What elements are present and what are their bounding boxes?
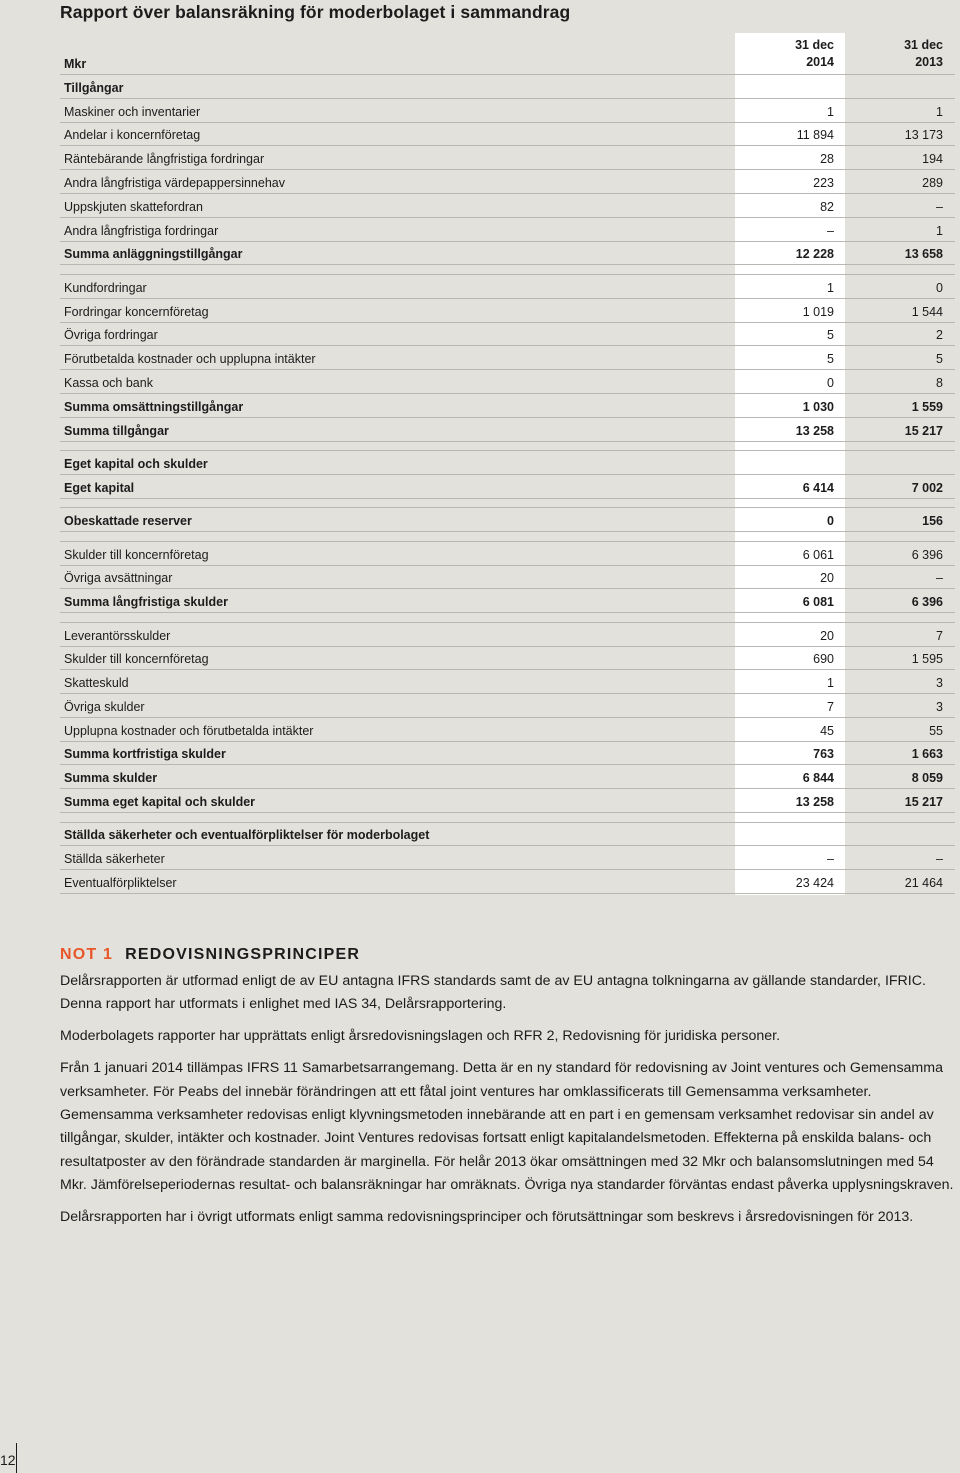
row-label: Kundfordringar	[64, 280, 147, 295]
row-label: Summa tillgångar	[64, 423, 169, 438]
row-label: Övriga avsättningar	[64, 571, 173, 586]
table-row	[60, 566, 955, 590]
value-2014: 20	[820, 628, 834, 643]
table-spacer	[60, 442, 955, 452]
table-row	[60, 542, 955, 566]
table-row	[60, 99, 955, 123]
table-row	[60, 647, 955, 671]
table-spacer	[60, 499, 955, 509]
value-2013: 1 544	[911, 304, 943, 319]
value-2014: 6 844	[802, 771, 834, 786]
row-label: Andra långfristiga fordringar	[64, 223, 219, 238]
row-label: Summa omsättningstillgångar	[64, 399, 244, 414]
header-col-2013-year: 2013	[915, 55, 943, 69]
value-2014: 12 228	[795, 247, 834, 262]
note-paragraph: Moderbolagets rapporter har upprättats enligt årsredovisningslagen och RFR 2, Redovisning för juridiska personer.	[60, 1028, 781, 1045]
row-label: Fordringar koncernföretag	[64, 304, 209, 319]
note-title: REDOVISNINGSPRINCIPER	[125, 946, 361, 963]
table-row	[60, 194, 955, 218]
table-spacer	[60, 613, 955, 623]
table-spacer	[60, 265, 955, 275]
value-2014: 23 424	[795, 876, 834, 891]
value-2013: 1 663	[911, 747, 943, 762]
note-number: NOT 1	[60, 946, 114, 963]
value-2013: 1 559	[911, 399, 943, 414]
row-label: Skulder till koncernföretag	[64, 547, 209, 562]
value-2013: 7 002	[911, 480, 943, 495]
value-2013: –	[936, 199, 943, 214]
value-2013: 13 173	[904, 128, 943, 143]
value-2013: 2	[936, 328, 943, 343]
value-2014: 690	[813, 652, 834, 667]
value-2014: 1 019	[802, 304, 834, 319]
table-section-heading	[60, 451, 955, 475]
value-2014: 82	[820, 199, 834, 214]
value-2014: –	[827, 852, 834, 867]
value-2013: 3	[936, 699, 943, 714]
value-2014: 1 030	[802, 399, 834, 414]
value-2014: 1	[827, 280, 834, 295]
value-2013: 1	[936, 104, 943, 119]
row-label: Ställda säkerheter	[64, 852, 165, 867]
note-section	[60, 946, 960, 1238]
table-row	[60, 323, 955, 347]
value-2013: –	[936, 852, 943, 867]
table-spacer	[60, 532, 955, 542]
row-label: Kassa och bank	[64, 375, 153, 390]
value-2013: 8 059	[911, 771, 943, 786]
table-total-row	[60, 508, 955, 532]
value-2014: 1	[827, 676, 834, 691]
row-label: Övriga skulder	[64, 699, 145, 714]
row-label: Summa långfristiga skulder	[64, 595, 228, 610]
row-label: Förutbetalda kostnader och upplupna intäkter	[64, 352, 316, 367]
value-2013: 7	[936, 628, 943, 643]
table-total-row	[60, 765, 955, 789]
value-2014: 223	[813, 175, 834, 190]
table-row	[60, 346, 955, 370]
value-2014: 5	[827, 352, 834, 367]
value-2014: 6 061	[802, 547, 834, 562]
table-header	[60, 33, 955, 75]
page-number-divider	[16, 1443, 17, 1473]
header-col-2013-date: 31 dec	[904, 38, 943, 52]
value-2013: 6 396	[911, 595, 943, 610]
value-2014: 11 894	[796, 128, 834, 143]
page-title: Rapport över balansräkning för moderbolaget i sammandrag	[60, 2, 571, 22]
table-row	[60, 299, 955, 323]
page-number: 12	[0, 1452, 16, 1468]
note-heading	[60, 946, 960, 964]
value-2013: 21 464	[904, 876, 943, 891]
row-label: Övriga fordringar	[64, 328, 158, 343]
value-2013: 15 217	[904, 423, 943, 438]
value-2014: 6 414	[802, 480, 834, 495]
value-2013: 194	[922, 152, 943, 167]
table-row	[60, 170, 955, 194]
table-row	[60, 670, 955, 694]
note-paragraph: Delårsrapporten har i övrigt utformats enligt samma redovisningsprinciper och förutsättningar som beskrevs i årsredovisningen för 2013.	[60, 1209, 914, 1226]
value-2014: 7	[827, 699, 834, 714]
row-label: Andelar i koncernföretag	[64, 128, 201, 143]
row-label: Uppskjuten skattefordran	[64, 199, 203, 214]
row-label: Tillgångar	[64, 80, 124, 95]
table-row	[60, 275, 955, 299]
table-spacer	[60, 813, 955, 823]
row-label: Upplupna kostnader och förutbetalda intäkter	[64, 723, 314, 738]
table-total-row	[60, 589, 955, 613]
value-2013: 3	[936, 676, 943, 691]
row-label: Summa eget kapital och skulder	[64, 795, 256, 810]
header-unit-label: Mkr	[64, 57, 87, 71]
header-col-2014	[795, 37, 834, 71]
table-total-row	[60, 394, 955, 418]
row-label: Summa kortfristiga skulder	[64, 747, 226, 762]
table-body	[60, 75, 955, 894]
value-2013: 289	[922, 175, 943, 190]
row-label: Eget kapital	[64, 480, 135, 495]
value-2014: 1	[827, 104, 834, 119]
header-col-2014-year: 2014	[806, 55, 834, 69]
row-label: Summa skulder	[64, 771, 158, 786]
value-2013: 0	[936, 280, 943, 295]
row-label: Obeskattade reserver	[64, 514, 192, 529]
value-2013: 1 595	[911, 652, 943, 667]
table-row	[60, 146, 955, 170]
table-total-row	[60, 475, 955, 499]
row-label: Leverantörsskulder	[64, 628, 171, 643]
row-label: Ställda säkerheter och eventualförpliktelser för moderbolaget	[64, 828, 430, 843]
table-total-row	[60, 742, 955, 766]
value-2013: 1	[936, 223, 943, 238]
table-total-row	[60, 789, 955, 813]
header-col-2013	[904, 37, 943, 71]
table-row	[60, 218, 955, 242]
row-label: Eventualförpliktelser	[64, 876, 177, 891]
value-2014: 20	[820, 571, 834, 586]
table-total-row	[60, 418, 955, 442]
table-row	[60, 846, 955, 870]
note-paragraph: Från 1 januari 2014 tillämpas IFRS 11 Samarbetsarrangemang. Detta är en ny standard för redovisning av Joint ventures och Gemensamma verksamheter. För Peabs del innebär förändringen att ett fåtal joint ventures har omklassificerats till Gemensamma verksamheter. Gemensamma verksamheter redovisas enligt klyvningsmetoden innebärande att en part i en gemensam verksamhet redovisar sin andel av tillgångar, skulder, intäkter och kostnader. Joint Ventures redovisas fortsatt enligt kapitalandelsmetoden. Effekterna på enskilda balans- och resultatposter av den förändrade standarden är marginella. För helår 2013 ökar omsättningen med 32 Mkr och balansomslutningen med 54 Mkr. Jämförelseperiodernas resultat- och balansräkningar har omräknats. Övriga nya standarder förväntas endast påverka upplysningskraven.	[60, 1060, 954, 1194]
row-label: Andra långfristiga värdepappersinnehav	[64, 175, 285, 190]
value-2014: 0	[827, 375, 834, 390]
row-label: Räntebärande långfristiga fordringar	[64, 152, 265, 167]
note-paragraph: Delårsrapporten är utformad enligt de av EU antagna IFRS standards samt de av EU antagna tolkningarna av gällande standarder, IFRIC. Denna rapport har utformats i enlighet med IAS 34, Delårsrapportering.	[60, 973, 926, 1013]
value-2013: 15 217	[904, 795, 943, 810]
value-2013: 6 396	[911, 547, 943, 562]
value-2013: –	[936, 571, 943, 586]
value-2014: 13 258	[795, 795, 834, 810]
row-label: Eget kapital och skulder	[64, 456, 208, 471]
value-2013: 5	[936, 352, 943, 367]
value-2014: 13 258	[795, 423, 834, 438]
table-section-heading	[60, 823, 955, 847]
row-label: Skulder till koncernföretag	[64, 652, 209, 667]
table-section-heading	[60, 75, 955, 99]
value-2013: 8	[936, 375, 943, 390]
table-row	[60, 123, 955, 147]
row-label: Maskiner och inventarier	[64, 104, 201, 119]
value-2014: 763	[813, 747, 834, 762]
header-col-2014-date: 31 dec	[795, 38, 834, 52]
value-2014: –	[827, 223, 834, 238]
table-total-row	[60, 242, 955, 266]
value-2013: 55	[929, 723, 943, 738]
row-label: Summa anläggningstillgångar	[64, 247, 243, 262]
table-row	[60, 718, 955, 742]
table-row	[60, 370, 955, 394]
table-row	[60, 694, 955, 718]
table-row	[60, 623, 955, 647]
value-2013: 156	[922, 514, 943, 529]
row-label: Skatteskuld	[64, 676, 129, 691]
value-2013: 13 658	[904, 247, 943, 262]
value-2014: 45	[820, 723, 834, 738]
value-2014: 6 081	[802, 595, 834, 610]
balance-sheet-table	[60, 33, 955, 894]
value-2014: 28	[820, 152, 834, 167]
table-row	[60, 870, 955, 894]
value-2014: 0	[827, 514, 834, 529]
value-2014: 5	[827, 328, 834, 343]
